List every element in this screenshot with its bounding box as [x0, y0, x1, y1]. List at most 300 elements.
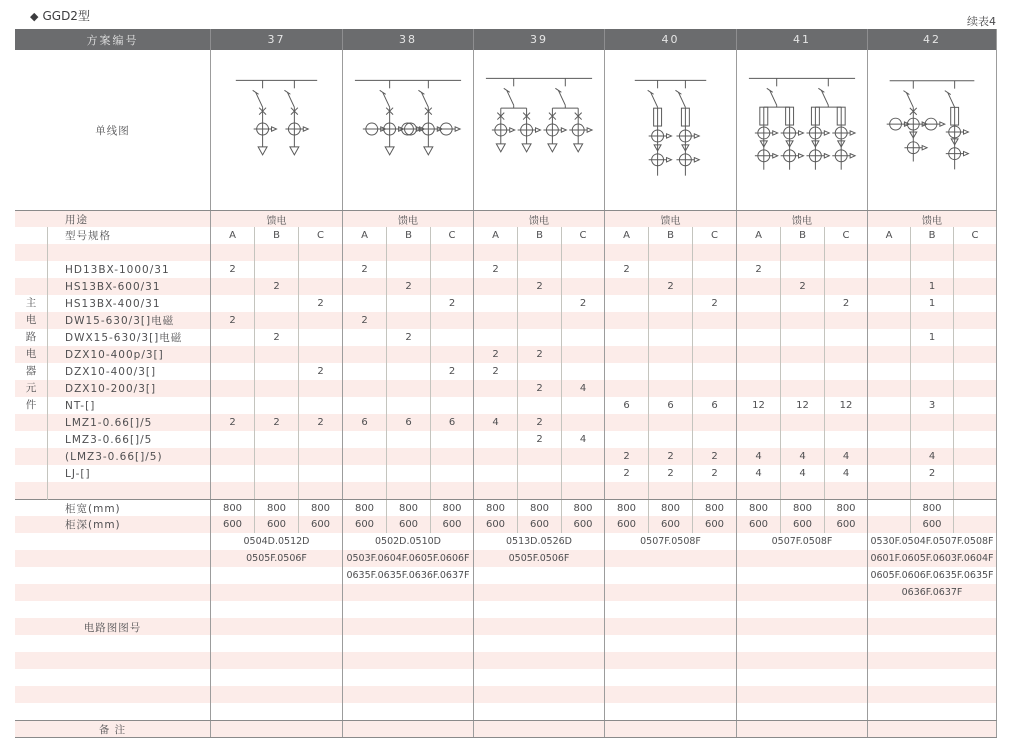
value-cell: 3 — [910, 397, 953, 414]
value-cell: 2 — [473, 261, 517, 278]
value-cell — [517, 465, 561, 482]
value-cell — [867, 652, 997, 669]
value-cell — [780, 244, 824, 261]
value-cell — [867, 618, 997, 635]
value-cell — [386, 380, 430, 397]
value-cell: 4 — [736, 465, 780, 482]
usage-row — [15, 210, 997, 227]
value-cell — [210, 295, 254, 312]
value-cell — [298, 380, 342, 397]
value-cell — [824, 312, 867, 329]
value-cell — [736, 618, 867, 635]
value-cell: 800 — [254, 500, 298, 516]
value-cell — [648, 431, 692, 448]
value-cell: C — [561, 227, 604, 244]
value-cell — [953, 363, 997, 380]
value-cell: 2 — [692, 465, 736, 482]
value-cell: 2 — [517, 346, 561, 363]
row-label — [15, 533, 210, 550]
value-cell — [430, 465, 473, 482]
value-cell: C — [692, 227, 736, 244]
value-cell — [867, 329, 910, 346]
cabinet-width-row — [15, 499, 997, 516]
scheme-39: 39 — [473, 29, 604, 50]
value-cell: 2 — [430, 295, 473, 312]
value-cell — [254, 363, 298, 380]
value-cell — [210, 397, 254, 414]
value-cell: 600 — [648, 516, 692, 533]
value-cell — [953, 380, 997, 397]
value-cell — [604, 312, 648, 329]
value-cell: 12 — [780, 397, 824, 414]
row-label — [15, 669, 210, 686]
value-cell: 2 — [648, 448, 692, 465]
value-cell — [824, 261, 867, 278]
value-cell: 2 — [604, 448, 648, 465]
value-cell — [473, 721, 604, 737]
value-cell — [824, 329, 867, 346]
value-cell — [604, 550, 736, 567]
value-cell — [648, 244, 692, 261]
value-cell — [780, 261, 824, 278]
value-cell — [953, 482, 997, 499]
value-cell: 0513D.0526D — [473, 533, 604, 550]
value-cell — [910, 346, 953, 363]
value-cell — [342, 431, 386, 448]
value-cell — [298, 261, 342, 278]
value-cell — [386, 448, 430, 465]
value-cell: 4 — [824, 465, 867, 482]
value-cell: 800 — [210, 500, 254, 516]
value-cell — [386, 295, 430, 312]
value-cell: 600 — [430, 516, 473, 533]
value-cell — [692, 278, 736, 295]
value-cell — [867, 312, 910, 329]
row-label: DW15-630/3[]电磁 — [65, 315, 175, 327]
value-cell — [604, 431, 648, 448]
value-cell — [867, 516, 910, 533]
value-cell — [473, 686, 604, 703]
value-cell — [298, 397, 342, 414]
value-cell: 800 — [298, 500, 342, 516]
value-cell — [604, 482, 648, 499]
row-label: DZX10-400p/3[] — [65, 348, 164, 361]
value-cell — [867, 278, 910, 295]
component-row — [15, 465, 997, 482]
value-cell — [736, 652, 867, 669]
value-cell — [736, 601, 867, 618]
value-cell: 600 — [517, 516, 561, 533]
value-cell: 2 — [386, 278, 430, 295]
value-cell: 600 — [736, 516, 780, 533]
value-cell — [910, 431, 953, 448]
value-cell — [780, 414, 824, 431]
value-cell — [298, 448, 342, 465]
value-cell — [430, 278, 473, 295]
value-cell — [210, 244, 254, 261]
value-cell — [736, 414, 780, 431]
value-cell — [910, 482, 953, 499]
circuit-number-row — [15, 635, 997, 652]
value-cell — [561, 482, 604, 499]
side-label-char: 电 — [25, 348, 37, 360]
value-cell — [210, 635, 342, 652]
value-cell — [910, 261, 953, 278]
value-cell: B — [254, 227, 298, 244]
value-cell — [210, 584, 342, 601]
value-cell — [604, 618, 736, 635]
value-cell — [298, 431, 342, 448]
row-label — [15, 635, 210, 652]
row-label: HD13BX-1000/31 — [65, 263, 170, 276]
value-cell — [867, 669, 997, 686]
value-cell — [473, 584, 604, 601]
value-cell: 2 — [254, 329, 298, 346]
row-label: 型号规格 — [65, 230, 111, 242]
value-cell: 2 — [210, 414, 254, 431]
value-cell — [736, 244, 780, 261]
value-cell — [867, 482, 910, 499]
value-cell — [648, 312, 692, 329]
value-cell: 0503F.0604F.0605F.0606F — [342, 550, 473, 567]
value-cell — [210, 652, 342, 669]
value-cell — [780, 312, 824, 329]
value-cell — [473, 482, 517, 499]
value-cell: 4 — [561, 380, 604, 397]
scheme-40: 40 — [604, 29, 736, 50]
value-cell: 2 — [561, 295, 604, 312]
value-cell: C — [298, 227, 342, 244]
value-cell — [386, 465, 430, 482]
row-label: LMZ3-0.66[]/5 — [65, 433, 153, 446]
value-cell — [648, 380, 692, 397]
value-cell — [736, 686, 867, 703]
row-label — [15, 686, 210, 703]
row-label: LJ-[] — [65, 467, 91, 480]
value-cell — [561, 397, 604, 414]
side-label-char: 器 — [25, 365, 37, 377]
row-label — [15, 703, 210, 720]
value-cell — [517, 397, 561, 414]
value-cell — [736, 329, 780, 346]
value-cell — [517, 244, 561, 261]
single-line-diagram-38 — [342, 50, 473, 210]
page-title-text: GGD2型 — [42, 9, 90, 23]
value-cell — [604, 669, 736, 686]
row-label — [15, 601, 210, 618]
value-cell — [342, 448, 386, 465]
value-cell — [692, 482, 736, 499]
value-cell — [210, 278, 254, 295]
single-line-diagram-37 — [210, 50, 342, 210]
value-cell — [561, 414, 604, 431]
single-line-diagram-41 — [736, 50, 867, 210]
value-cell — [604, 363, 648, 380]
row-label — [15, 567, 210, 584]
value-cell — [342, 721, 473, 737]
row-label: LMZ1-0.66[]/5 — [65, 416, 153, 429]
value-cell — [867, 686, 997, 703]
value-cell — [780, 380, 824, 397]
value-cell: 800 — [604, 500, 648, 516]
value-cell — [736, 346, 780, 363]
value-cell — [867, 500, 910, 516]
single-line-diagram-row — [15, 50, 997, 210]
scheme-37: 37 — [210, 29, 342, 50]
value-cell — [473, 312, 517, 329]
value-cell — [298, 278, 342, 295]
value-cell: 馈电 — [736, 211, 867, 227]
value-cell: 2 — [298, 414, 342, 431]
main-circuit-components-vertical-label — [15, 295, 47, 414]
row-label — [15, 584, 210, 601]
value-cell — [604, 652, 736, 669]
value-cell — [473, 397, 517, 414]
value-cell — [210, 380, 254, 397]
value-cell: 2 — [298, 363, 342, 380]
value-cell — [561, 465, 604, 482]
value-cell — [867, 465, 910, 482]
value-cell — [386, 431, 430, 448]
value-cell — [824, 346, 867, 363]
value-cell — [430, 448, 473, 465]
value-cell — [210, 329, 254, 346]
value-cell — [953, 278, 997, 295]
value-cell: 6 — [430, 414, 473, 431]
value-cell — [517, 482, 561, 499]
value-cell — [342, 278, 386, 295]
value-cell — [473, 652, 604, 669]
value-cell — [210, 618, 342, 635]
value-cell — [867, 601, 997, 618]
value-cell — [430, 380, 473, 397]
value-cell — [648, 363, 692, 380]
value-cell — [867, 703, 997, 720]
scheme-number-label: 方案编号 — [86, 33, 139, 47]
row-label: 用途 — [65, 213, 88, 226]
value-cell: 2 — [648, 465, 692, 482]
value-cell: 2 — [736, 261, 780, 278]
value-cell: 800 — [430, 500, 473, 516]
value-cell: 2 — [210, 312, 254, 329]
value-cell: C — [953, 227, 997, 244]
value-cell — [342, 652, 473, 669]
value-cell — [517, 261, 561, 278]
value-cell — [254, 312, 298, 329]
value-cell — [210, 465, 254, 482]
row-label: (LMZ3-0.66[]/5) — [65, 450, 163, 463]
value-cell: 800 — [910, 500, 953, 516]
value-cell — [604, 380, 648, 397]
value-cell: 6 — [648, 397, 692, 414]
value-cell: 2 — [430, 363, 473, 380]
value-cell — [648, 414, 692, 431]
value-cell — [867, 261, 910, 278]
value-cell: 800 — [473, 500, 517, 516]
value-cell — [210, 363, 254, 380]
scheme-41: 41 — [736, 29, 867, 50]
value-cell — [867, 431, 910, 448]
value-cell: 600 — [692, 516, 736, 533]
scheme-38: 38 — [342, 29, 473, 50]
value-cell — [430, 431, 473, 448]
component-row — [15, 397, 997, 414]
value-cell — [386, 482, 430, 499]
value-cell — [210, 601, 342, 618]
value-cell — [342, 363, 386, 380]
empty-row — [15, 482, 997, 499]
value-cell — [953, 261, 997, 278]
value-cell — [736, 550, 867, 567]
value-cell — [473, 618, 604, 635]
cabinet-depth-row — [15, 516, 997, 533]
value-cell: 馈电 — [342, 211, 473, 227]
value-cell — [342, 482, 386, 499]
value-cell — [342, 601, 473, 618]
value-cell: 2 — [254, 414, 298, 431]
value-cell — [604, 346, 648, 363]
value-cell: 0605F.0606F.0635F.0635F — [867, 567, 997, 584]
value-cell — [867, 380, 910, 397]
side-label-char: 元 — [25, 382, 37, 394]
value-cell — [910, 312, 953, 329]
value-cell — [604, 721, 736, 737]
value-cell — [692, 431, 736, 448]
component-row — [15, 431, 997, 448]
value-cell: 2 — [517, 431, 561, 448]
value-cell: B — [648, 227, 692, 244]
value-cell — [210, 431, 254, 448]
value-cell — [517, 329, 561, 346]
value-cell — [604, 278, 648, 295]
value-cell — [210, 686, 342, 703]
value-cell — [342, 380, 386, 397]
value-cell: 0636F.0637F — [867, 584, 997, 601]
value-cell: 2 — [517, 278, 561, 295]
value-cell: 0635F.0635F.0636F.0637F — [342, 567, 473, 584]
value-cell: 2 — [824, 295, 867, 312]
value-cell — [736, 482, 780, 499]
continuation-label: 续表4 — [967, 15, 996, 28]
value-cell — [953, 500, 997, 516]
value-cell — [254, 431, 298, 448]
value-cell — [561, 278, 604, 295]
value-cell — [953, 516, 997, 533]
value-cell — [430, 312, 473, 329]
value-cell — [910, 414, 953, 431]
value-cell — [604, 244, 648, 261]
value-cell — [386, 244, 430, 261]
value-cell: 4 — [736, 448, 780, 465]
value-cell: 2 — [780, 278, 824, 295]
value-cell: C — [430, 227, 473, 244]
circuit-number-row — [15, 601, 997, 618]
value-cell: 1 — [910, 329, 953, 346]
value-cell — [692, 329, 736, 346]
value-cell: B — [910, 227, 953, 244]
value-cell — [254, 448, 298, 465]
value-cell: A — [736, 227, 780, 244]
value-cell: 4 — [473, 414, 517, 431]
value-cell — [736, 312, 780, 329]
value-cell — [386, 312, 430, 329]
value-cell: 800 — [692, 500, 736, 516]
value-cell — [692, 363, 736, 380]
value-cell — [473, 567, 604, 584]
value-cell: 2 — [342, 312, 386, 329]
table-header-row — [15, 29, 997, 50]
value-cell: 800 — [648, 500, 692, 516]
value-cell: 0530F.0504F.0507F.0508F — [867, 533, 997, 550]
value-cell — [604, 601, 736, 618]
circuit-number-row — [15, 703, 997, 720]
value-cell: 4 — [561, 431, 604, 448]
value-cell — [736, 567, 867, 584]
value-cell — [736, 295, 780, 312]
value-cell — [561, 448, 604, 465]
value-cell — [210, 567, 342, 584]
value-cell: 12 — [736, 397, 780, 414]
value-cell: 4 — [780, 465, 824, 482]
value-cell — [953, 329, 997, 346]
value-cell: 0502D.0510D — [342, 533, 473, 550]
value-cell — [692, 346, 736, 363]
value-cell: 600 — [298, 516, 342, 533]
value-cell — [736, 278, 780, 295]
value-cell — [254, 346, 298, 363]
value-cell: 馈电 — [604, 211, 736, 227]
value-cell: B — [780, 227, 824, 244]
value-cell — [254, 482, 298, 499]
value-cell: 600 — [824, 516, 867, 533]
component-row — [15, 278, 997, 295]
value-cell — [254, 380, 298, 397]
value-cell — [473, 295, 517, 312]
row-label: 柜宽(mm) — [65, 502, 121, 515]
value-cell — [517, 312, 561, 329]
component-row — [15, 380, 997, 397]
row-label — [15, 482, 210, 499]
value-cell: 0505F.0506F — [473, 550, 604, 567]
value-cell — [604, 635, 736, 652]
component-row — [15, 414, 997, 431]
value-cell — [342, 703, 473, 720]
value-cell — [342, 618, 473, 635]
value-cell — [342, 397, 386, 414]
value-cell — [210, 448, 254, 465]
value-cell — [604, 329, 648, 346]
value-cell — [342, 669, 473, 686]
value-cell — [824, 278, 867, 295]
value-cell — [648, 482, 692, 499]
value-cell — [517, 448, 561, 465]
value-cell — [780, 346, 824, 363]
value-cell — [430, 346, 473, 363]
value-cell — [430, 329, 473, 346]
value-cell — [298, 482, 342, 499]
value-cell: A — [342, 227, 386, 244]
circuit-number-row — [15, 686, 997, 703]
value-cell — [298, 244, 342, 261]
value-cell — [604, 584, 736, 601]
value-cell — [430, 482, 473, 499]
value-cell — [604, 703, 736, 720]
value-cell — [736, 635, 867, 652]
value-cell — [692, 414, 736, 431]
value-cell — [736, 431, 780, 448]
value-cell — [736, 669, 867, 686]
value-cell — [910, 363, 953, 380]
